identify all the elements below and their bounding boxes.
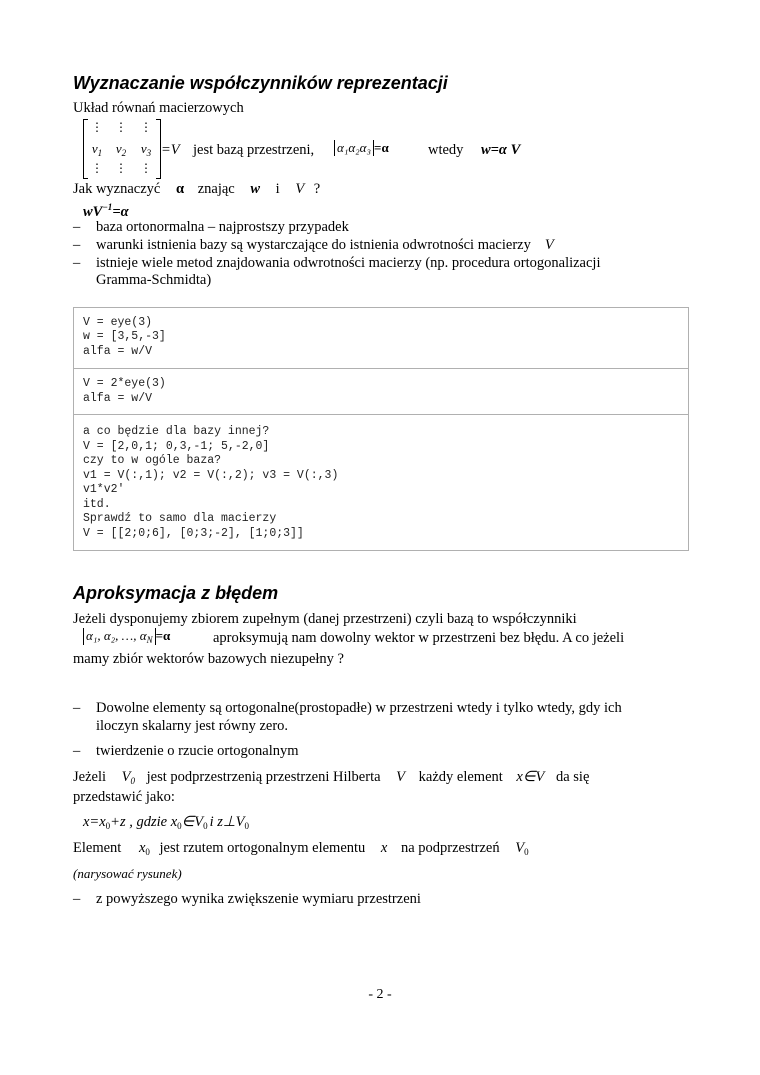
matrix-dots: ⋮ <box>91 161 103 175</box>
code-line: a co będzie dla bazy innej? <box>83 425 270 438</box>
paragraph-hilbert: Jeżeli $V_0$ jest podprzestrzenią przestrzeni Hilberta V każdy element x∈V da się <box>73 769 590 786</box>
code-block-3 <box>74 415 688 550</box>
matrix-dots: ⋮ <box>115 161 127 175</box>
code-line: czy to w ogóle baza? <box>83 454 222 467</box>
alpha-n-vector: α₁, α₂, …, $\alpha_N =\alpha$ <box>83 628 170 645</box>
code-box <box>73 307 689 551</box>
matrix-v2: $v_2$ <box>115 141 127 158</box>
note-draw: (narysować rysunek) <box>73 866 182 881</box>
code-line: Sprawdź to samo dla macierzy <box>83 512 277 525</box>
code-line: w = [3,5,-3] <box>83 330 166 343</box>
matrix-dots: ⋮ <box>91 120 103 134</box>
matrix-dots: ⋮ <box>140 161 152 175</box>
code-line: V = eye(3) <box>83 316 153 329</box>
paragraph-projection: Element $x_0$ jest rzutem ortogonalnym elementu x na podprzestrzeń $V_0$ <box>73 840 529 857</box>
paragraph-approximate: aproksymują nam dowolny wektor w przestrzeni bez błędu. A co jeżeli <box>213 630 625 646</box>
code-block-1 <box>74 308 688 369</box>
section-title-approximation: Aproksymacja z błędem <box>73 583 279 603</box>
matrix-v1: $v_1$ <box>91 141 103 158</box>
paragraph-represent: przedstawić jako: <box>73 789 175 805</box>
text-then: wtedy <box>428 142 464 158</box>
code-line: V = [2,0,1; 0,3,-1; 5,-2,0] <box>83 440 270 453</box>
text-matrix-equations: Układ równań macierzowych <box>73 100 244 116</box>
text-is-basis: jest bazą przestrzeni, <box>193 142 315 158</box>
code-line: V = 2*eye(3) <box>83 377 166 390</box>
section-title-representation: Wyznaczanie współczynników reprezentacji <box>73 73 448 93</box>
matrix-dots: ⋮ <box>140 120 152 134</box>
list-item-continuation: Gramma-Schmidta) <box>96 272 212 288</box>
code-line: alfa = w/V <box>83 345 153 358</box>
formula-w-alpha-V: w=α V <box>481 142 521 158</box>
paragraph-incomplete: mamy zbiór wektorów bazowych niezupełny ? <box>73 651 344 667</box>
code-line: v1 = V(:,1); v2 = V(:,2); v3 = V(:,3) <box>83 469 339 482</box>
formula-inverse: $wV^{-1}=\alpha$ <box>83 202 129 220</box>
code-line: v1*v2' <box>83 483 125 496</box>
code-line: V = [[2;0;6], [0;3;-2], [1;0;3]] <box>83 527 304 540</box>
matrix-dots: ⋮ <box>115 120 127 134</box>
page-number: - 2 - <box>368 987 392 1002</box>
matrix-v3: $v_3$ <box>140 141 152 158</box>
list-item-continuation: iloczyn skalarny jest równy zero. <box>96 718 289 734</box>
matrix-equals-V: =V <box>161 142 180 158</box>
code-line: alfa = w/V <box>83 392 153 405</box>
formula-decomposition: $x=x_0+z$ , gdzie $x_0\in V_0$ i $z\perp V_0$ <box>83 814 249 831</box>
code-block-2 <box>74 369 688 415</box>
basis-matrix <box>83 119 161 179</box>
paragraph-complete-set: Jeżeli dysponujemy zbiorem zupełnym (danej przestrzeni) czyli bazą to współczynniki <box>73 611 577 627</box>
code-line: itd. <box>83 498 111 511</box>
alpha-vector: α₁α₂α₃ =α <box>334 140 389 156</box>
question-how: Jak wyznaczyć α znając w i V ? <box>73 181 321 197</box>
